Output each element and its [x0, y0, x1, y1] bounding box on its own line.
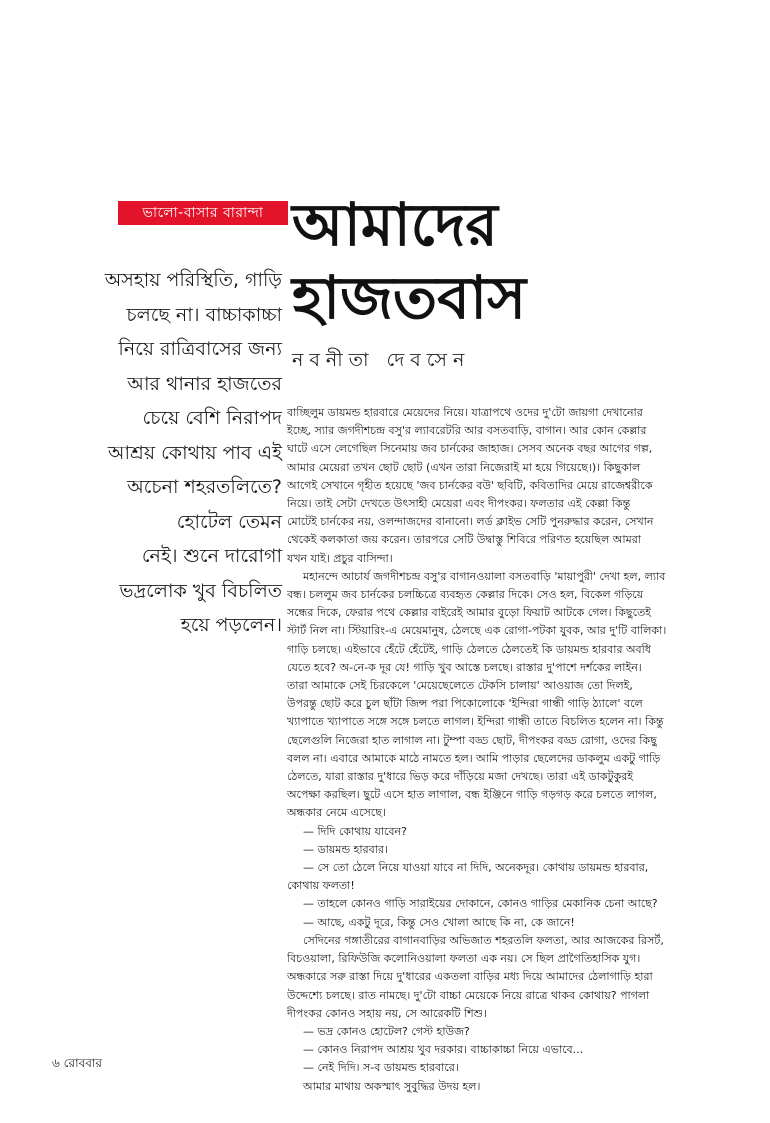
article-title — [292, 188, 592, 334]
pull-quote — [60, 263, 282, 643]
body-line: দীপংকর কোনও সহায় নয়, সে আরেকটি শিশু। — [287, 1006, 488, 1020]
pull-quote-line: আর থানার হাজতের — [127, 372, 282, 395]
body-line: ছেলেগুলি নিজেরা হাত লাগাল না। টুম্পা বড্ড ছোট, দীপংকর বড্ড রোগা, ওদের কিছু — [287, 733, 657, 747]
body-line: যখন যাই। প্রচুর বাসিন্দা। — [287, 551, 393, 565]
body-line: থেকেই কলকাতা জয় করেন। তারপরে সেটি উদ্বাস্তু শিবিরে পরিণত হয়েছিল আমরা — [287, 533, 641, 547]
dialogue-line: — সে তো ঠেলে নিয়ে যাওয়া যাবে না দিদি, অনেকদূর। কোথায় ডায়মন্ড হারবার, — [303, 861, 649, 875]
dialogue-line: — নেই দিদি। স-ব ডায়মন্ড হারবারে। — [303, 1061, 459, 1075]
body-line: আমার মেয়েরা তখন ছোট ছোট (এখন তারা নিজেরাই মা হয়ে গিয়েছে।)। কিছুকাল — [287, 460, 641, 474]
page-folio: ৬ রোববার — [52, 1056, 103, 1070]
body-line: বাচ্ছিলুম ডায়মন্ড হারবারে মেয়েদের নিয়ে। যাত্রাপথে ওদের দু'টো জায়গা দেখানোর — [287, 406, 643, 419]
body-line: বিচওয়ালা, রিফিউজি কলোনিওয়ালা ফলতা এক নয়। সে ছিল প্রাগৈতিহাসিক যুগ। — [287, 952, 641, 966]
body-line: স্টার্ট নিল না। স্টিয়ারিং-এ মেয়েমানুষ, ঠেলছে এক রোগা-পটকা যুবক, আর দু'টি বালিকা। — [287, 624, 667, 638]
pull-quote-line: অচেনা শহরতলিতে? — [127, 476, 282, 498]
pull-quote-line: আশ্রয় কোথায় পাব এই — [107, 441, 282, 464]
dialogue-line: — কোনও নিরাপদ আশ্রয় খুব দরকার। বাচ্চাকাচ্চা নিয়ে এভাবে... — [303, 1043, 584, 1057]
title-line: আমাদের — [292, 190, 498, 259]
body-line: গাড়ি চলছে। এইভাবে হেঁটে হেঁটেই, গাড়ি ঠেলতে ঠেলতেই কি ডায়মন্ড হারবার অবধি — [287, 642, 651, 656]
dialogue-line: — আছে, একটু দূরে, কিন্তু সেও খোলা আছে কি না, কে জানে! — [303, 915, 575, 929]
body-line: সেদিনের গঙ্গাতীরের বাগানবাড়ির অভিজাত শহরতলি ফলতা, আর আজকের রিসর্ট, — [303, 933, 664, 947]
dialogue-line: — ডায়মন্ড হারবার। — [303, 842, 388, 856]
pull-quote-line: অসহায় পরিস্থিতি, গাড়ি — [104, 269, 282, 291]
dialogue-line: — দিদি কোথায় যাবেন? — [303, 824, 407, 838]
author-byline: নবনীতা দেবসেন — [292, 349, 471, 371]
section-tag: ভালো-বাসার বারান্দা — [118, 201, 288, 225]
body-line: ইচ্ছে, স্যার জগদীশচন্দ্র বসু'র ল্যাবরেটরি আর বসতবাড়ি, বাগান। আর কোন কেল্লার — [287, 424, 647, 438]
body-line: ঘাটে এসে লেগেছিল সিনেমায় জব চার্নকের জাহাজ। সেসব অনেক বছর আগের গল্প, — [287, 442, 653, 456]
body-line: উদ্দেশ্যে চলছে। রাত নামছে। দু'টো বাচ্চা মেয়েকে নিয়ে রাত্রে থাকব কোথায়? পাগলা — [287, 988, 650, 1002]
body-line: অন্ধকারে সরু রাস্তা দিয়ে দু'ধারের একতলা বাড়ির মধ্য দিয়ে আমাদের ঠেলাগাড়ি হারা — [287, 970, 653, 984]
dialogue-line: — তাহলে কোনও গাড়ি সারাইয়ের দোকানে, কোনও গাড়ির মেকানিক চেনা আছে? — [303, 897, 658, 911]
body-line: আমার মাথায় অকস্মাৎ সুবুদ্ধির উদয় হল। — [303, 1079, 481, 1093]
body-line: বলল না। এবারে আমাকে মাঠে নামতে হল। আমি পাড়ার ছেলেদের ডাকলুম একটু গাড়ি — [287, 751, 661, 765]
body-line: অপেক্ষা করছিল। ছুটে এসে হাত লাগাল, বন্ধ ইঞ্জিনে গাড়ি গড়গড় করে চলতে লাগল, — [287, 788, 657, 802]
pull-quote-line: চলছে না। বাচ্চাকাচ্চা — [126, 303, 282, 326]
pull-quote-line: নিয়ে রাত্রিবাসের জন্য — [118, 338, 282, 360]
body-line: ঠেলতে, যারা রাস্তার দু'ধারে ভিড় করে দাঁড়িয়ে মজা দেখছে। তারা এই ডাকটুকুরই — [287, 770, 634, 784]
pull-quote-line: হয়ে পড়লেন। — [180, 614, 282, 636]
pull-quote-line: চেয়ে বেশি নিরাপদ — [142, 407, 282, 429]
article-body — [287, 404, 720, 1096]
body-line: বন্ধ। চললুম জব চার্নকের চলচ্চিত্রে ব্যবহৃত কেল্লার দিকে। সেও হল, বিকেল গড়িয়ে — [287, 588, 644, 602]
dialogue-line: — ভদ্র কোনও হোটেল? গেস্ট হাউজ? — [303, 1024, 470, 1038]
body-line: অন্ধকার নেমে এসেছে। — [287, 806, 386, 820]
title-line: হাজতবাস — [292, 263, 527, 332]
body-line: আগেই সেখানে গৃহীত হয়েছে 'জব চার্নকের বউ' ছবিটি, কবিতাদির মেয়ে রাজেশ্বরীকে — [287, 478, 653, 492]
pull-quote-line: ভদ্রলোক খুব বিচলিত — [119, 579, 282, 602]
body-line: খ্যাপাতে খ্যাপাতে সঙ্গে সঙ্গে চলতে লাগল। ইন্দিরা গান্ধী তাতে বিচলিত হলেন না। কিন্তু — [287, 715, 664, 729]
body-line: যেতে হবে? অ-নে-ক দূর যে! গাড়ি খুব আস্তে চলছে। রাস্তার দু'পাশে দর্শকের লাইন। — [287, 660, 642, 674]
body-line: নিয়ে। তাই সেটা দেখতে উৎসাহী মেয়েরা এবং দীপংকর। ফলতার এই কেল্লা কিন্তু — [287, 497, 631, 511]
body-line: কোথায় ফলতা! — [287, 879, 355, 893]
pull-quote-line: হোটেল তেমন — [176, 510, 282, 533]
pull-quote-line: নেই। শুনে দারোগা — [141, 545, 282, 567]
body-line: তারা আমাকে সেই চিরকেলে 'মেয়েছেলেতে টেকসি চালায়' আওয়াজ তো দিলই, — [287, 679, 633, 693]
body-line: উপরন্তু ছোট করে চুল ছাঁটা জিন্স পরা পিকোলোকে 'ইন্দিরা গান্ধী গাড়ি ঠ্যালে' বলে — [287, 697, 643, 711]
body-line: সন্ধের দিকে, ফেরার পথে কেল্লার বাইরেই আমার বুড়ো ফিয়াট আটকে গেল। কিছুতেই — [287, 606, 651, 620]
body-line: মহানন্দে আচার্য জগদীশচন্দ্র বসু'র বাগানওয়ালা বসতবাড়ি 'মায়াপুরী' দেখা হল, ল্যাব — [303, 569, 666, 583]
body-line: মোটেই চার্নকের নয়, ওলন্দাজদের বানানো। লর্ড ক্লাইভ সেটি পুনরুদ্ধার করেন, সেখান — [287, 515, 654, 529]
